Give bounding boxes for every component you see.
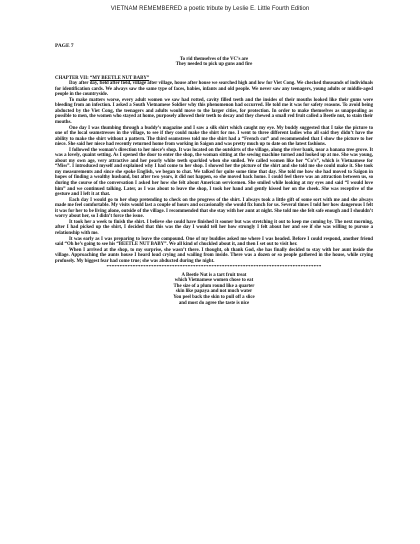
poem-line-4: skin like papaya and not much water <box>175 289 253 295</box>
running-header: VIETNAM REMEMBERED a poetic tribute by Leslie E. Little Fourth Edition <box>110 6 310 12</box>
section-separator: ********************************************************************************** <box>106 265 322 271</box>
poem-line-1: A Beetle Nut is a tart fruit treat <box>181 272 247 278</box>
intro-line-1: To rid themselves of the VC’s are <box>179 56 249 62</box>
page-body <box>55 44 373 306</box>
page-number: PAGE 7 <box>55 43 74 49</box>
paragraph-4: I followed the woman’s direction to her niece’s shop. It was located on the outskirts of the village, along the river bank, near a banana tree grove. It was a lovely, quaint setting. As I opened the door to enter the shop, the woman sitting at the sewing machine turned and looked up at me. She was young, about my own age, very attractive and her pearly white teeth sparkled when she smiled. We called women like her “Co’s”, which is Vietnamese for “Miss”. I introduced myself and explained why I had come to her shop. I showed her the picture of the shirt and she told me she could make it. She took my measurements and since she spoke English, we began to chat. We talked for quite some time that day. She told me how she had moved to Saigon in hopes of finding a wealthy husband, but after two years, it did not happen, so she moved back home. I could feel there was an attraction between us, so during the course of the conversation I asked her how she felt about American servicemen. She smiled while looking at my eyes and said “I would love him” and we continued talking. Later, as I was about to leave the shop, I took her hand and gently kissed her on the cheek. She was receptive of the gesture and I left it at that. <box>55 147 373 198</box>
poem-line-3: The size of a plum round like a quarter <box>173 283 255 289</box>
paragraph-7: It was early as I was preparing to leave the compound. One of my buddies asked me where I was headed. Before I could respond, another friend said “Oh he’s going to see his “BEETLE NUT BABY”. We all kind of chuckled about it, and then I set out to visit her. <box>55 236 373 248</box>
paragraph-8: When I arrived at the shop, to my surprise, she wasn’t there. I thought, oh thank God, she has finally decided to stay with her aunt inside the village. Approaching the aunts house I heard loud crying and wailing from inside. There was a dozen or so people gathered in the house, while crying profusely. My biggest fear had come true; she was abducted during the night. <box>55 247 373 264</box>
intro-line-2: They needed to pick up guns and fire <box>175 62 253 68</box>
paragraph-1: Day after day, field after field, village after village, house after house we searched high and low for Viet Cong. We checked thousands of individuals for identification cards. We always saw the same type of faces, babies, infants and old people. We never saw any teenagers, young adults or middle-aged people in the countryside. <box>55 81 373 98</box>
chapter-title: “MY BEETLE NUT BABY” <box>89 75 150 81</box>
poem-line-2: which Vietnamese women chose to eat <box>174 278 254 284</box>
paragraph-2: To make matters worse, every adult women we saw had rotted, cavity filled teeth and the insides of their mouths looked like their gums were bleeding from an infection. I asked a South Vietnamese Soldier why this phenomenon had occurred. He told me it was for safety reasons. To avoid being abducted by the Viet Cong, the teenagers and adults would move to the larger cities, for protection. In order to make themselves as unappealing as possible to men, the women who stayed at home, purposely allowed their teeth to decay and they chewed a small red fruit called a Beetle nut, to stain their mouths. <box>55 97 373 126</box>
paragraph-6: It took her a week to finish the shirt. I believe she could have finished it sooner but was stretching it out to keep me coming by. The next morning, after I had picked up the shirt, I decided that this was the day I would tell her how strongly I felt about her and see if she was willing to pursue a relationship with me. <box>55 219 373 236</box>
poem-line-6: and most do agree the taste is nice <box>178 300 250 306</box>
paragraph-3: One day I was thumbing through a buddy’s magazine and I saw a silk shirt which caught my eye. My buddy suggested that I take the picture to one of the local seamstresses in the village, to see if they could make the shirt for me. I went to three different ladies who all said they didn’t have the ability to make the shirt without a pattern. The third seamstress told me the shirt had a “French cut” and recommended that I show the picture to her niece. She said her niece had recently returned home from working in Saigon and was pretty much up to date on the latest fashions. <box>55 125 373 148</box>
poem-line-5: You peel back the skin to pull off a slice <box>173 294 255 300</box>
chapter-prefix: CHAPTER VII: <box>55 75 90 81</box>
paragraph-5: Each day I would go to her shop pretending to check on the progress of the shirt. I always took a little gift of some sort with me and she always made me feel comfortable. My visits would last a couple of hours and occasionally she would fix lunch for us. Several times I told her how dangerous I felt it was for her to be living alone, outside of the village. I recommended that she stay with her aunt at night. She told me she felt safe enough and I shouldn’t worry about her, so I didn’t force the issue. <box>55 197 373 220</box>
